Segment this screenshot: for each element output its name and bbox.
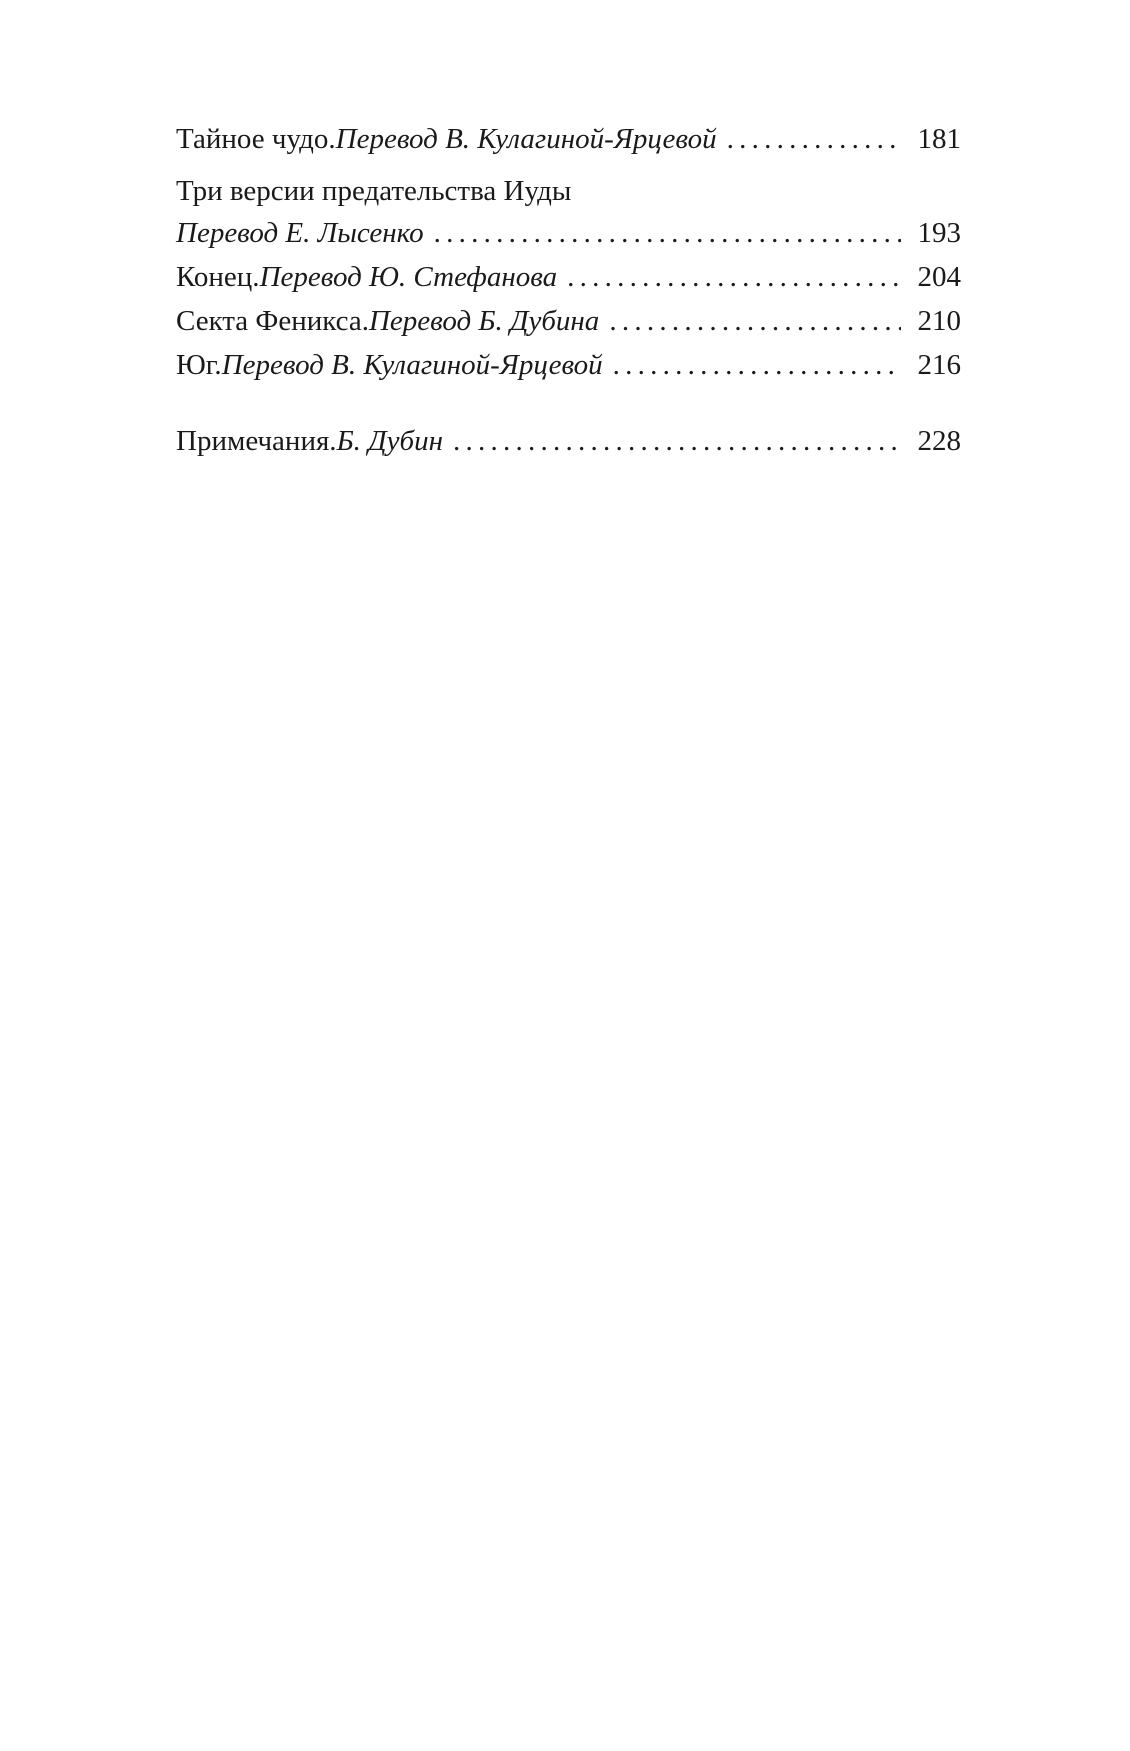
- toc-entry-page: 216: [917, 349, 961, 381]
- toc-entry-title: Юг.: [176, 349, 222, 381]
- leader-dots: [609, 300, 901, 342]
- toc-entry-page: 228: [917, 425, 961, 457]
- toc-entry: [176, 118, 961, 160]
- toc-entry-title: Секта Феникса.: [176, 305, 369, 337]
- toc-entry-translator: Б. Дубин: [336, 425, 443, 457]
- leader-dots: [434, 212, 901, 254]
- toc-entry: [176, 212, 961, 254]
- leader-dots: [453, 420, 901, 462]
- toc-entry-title: Конец.: [176, 261, 260, 293]
- toc-entry-page: 204: [917, 261, 961, 293]
- toc-entry-translator: Перевод Е. Лысенко: [176, 217, 424, 249]
- toc-entry-title: Три версии предательства Иуды: [176, 175, 572, 207]
- leader-dots: [613, 344, 901, 386]
- leader-dots: [727, 118, 901, 160]
- toc-entry-translator: Перевод Б. Дубина: [368, 305, 600, 337]
- toc-entry: [176, 420, 961, 462]
- toc-entry-page: 193: [917, 217, 961, 249]
- toc-entry: [176, 300, 961, 342]
- table-of-contents: [176, 118, 961, 462]
- toc-entry-page: 181: [917, 123, 961, 155]
- toc-entry-title: Примечания.: [176, 425, 337, 457]
- toc-entry-translator: Перевод Ю. Стефанова: [259, 261, 558, 293]
- toc-entry-title: Тайное чудо.: [176, 123, 336, 155]
- toc-entry: [176, 256, 961, 298]
- leader-dots: [567, 256, 901, 298]
- toc-entry-page: 210: [917, 305, 961, 337]
- toc-entry: [176, 344, 961, 386]
- toc-entry-translator: Перевод В. Кулагиной-Ярцевой: [335, 123, 717, 155]
- toc-entry-translator: Перевод В. Кулагиной-Ярцевой: [221, 349, 603, 381]
